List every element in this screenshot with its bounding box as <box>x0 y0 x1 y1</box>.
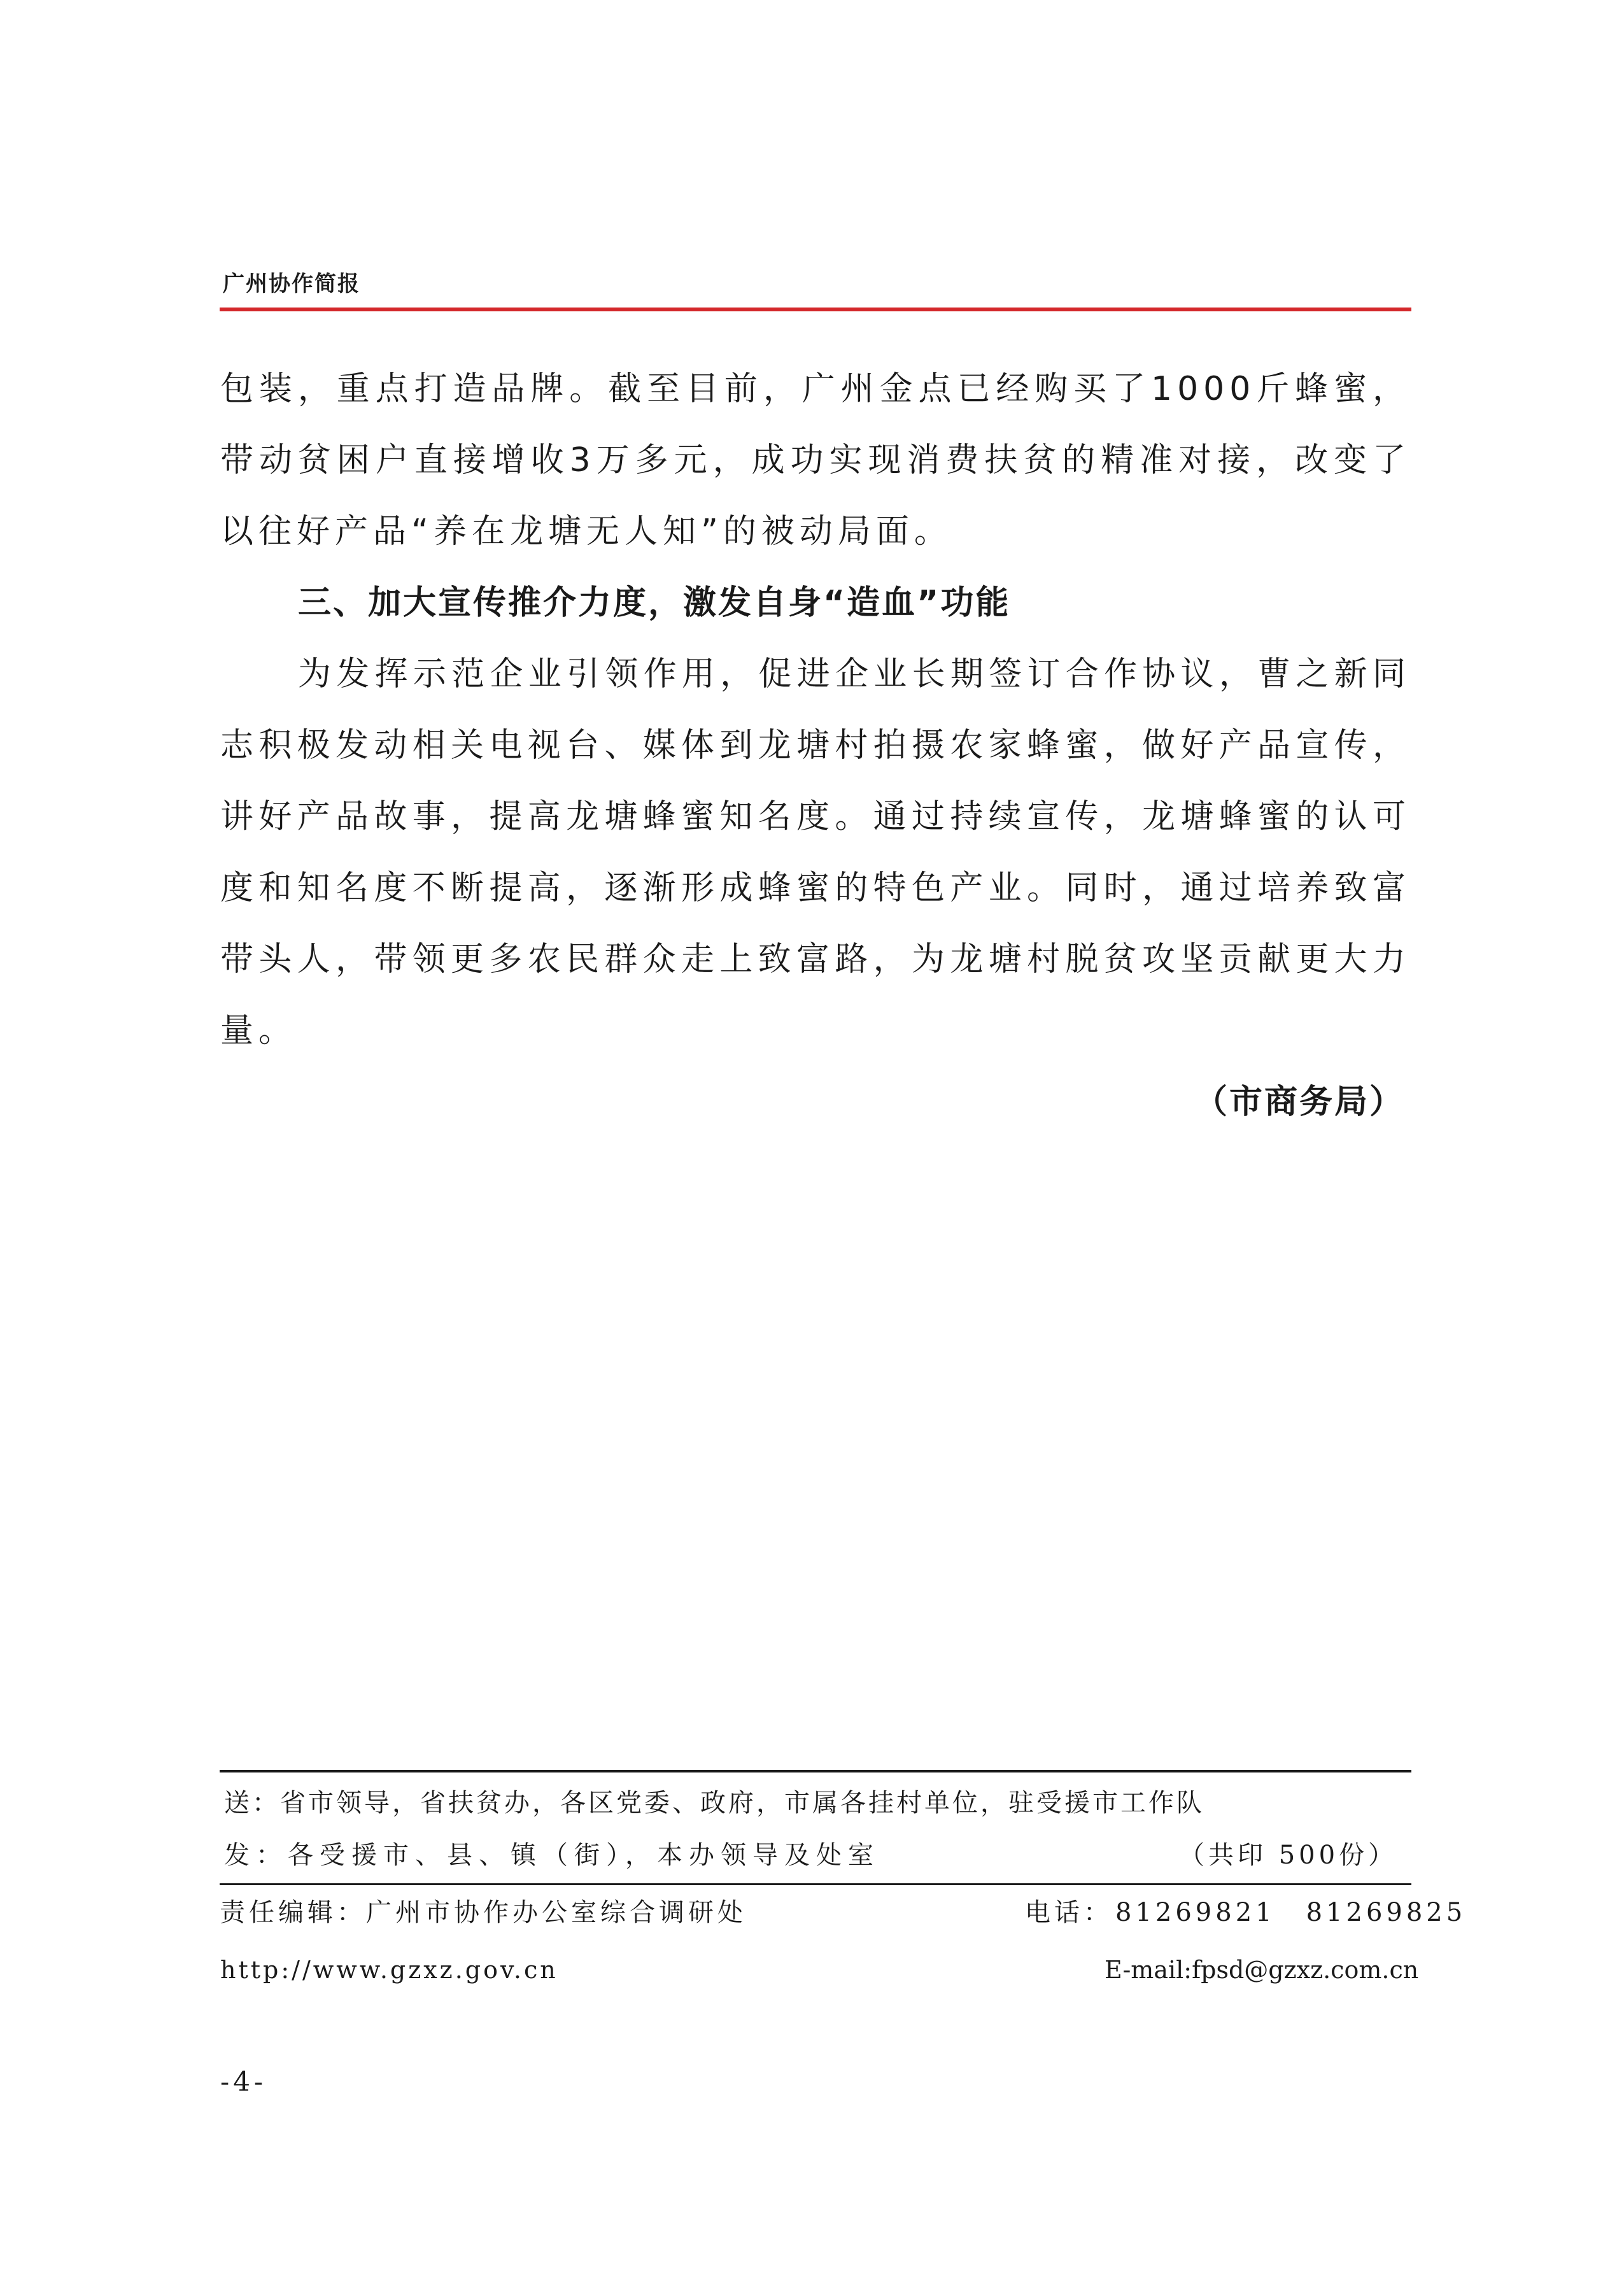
print-copies: （共印 500份） <box>1179 1841 1398 1870</box>
article-body <box>220 353 1411 1138</box>
email-link[interactable]: E-mail:fpsd@gzxz.com.cn <box>1105 1956 1419 1984</box>
phone-label: 电话： <box>1025 1898 1113 1927</box>
page-number: -4- <box>220 2066 267 2097</box>
responsible-editor: 责任编辑：广州市协作办公室综合调研处 <box>220 1898 747 1927</box>
send-to-line: 送：省市领导，省扶贫办，各区党委、政府，市属各挂村单位，驻受援市工作队 <box>224 1788 1204 1818</box>
section-heading: 三、加大宣传推介力度，激发自身“造血”功能 <box>298 584 1011 622</box>
bulletin-title: 广州协作简报 <box>223 271 360 297</box>
website-link[interactable]: http://www.gzxz.gov.cn <box>220 1956 558 1984</box>
phone-info <box>1025 1897 1466 1928</box>
article-source: （市商务局） <box>1194 1083 1404 1121</box>
footer-mid-divider <box>220 1883 1411 1885</box>
distribute-to-line: 发：各受援市、县、镇（街），本办领导及处室 <box>224 1841 880 1870</box>
paragraph-2: 为发挥示范企业引领作用，促进企业长期签订合作协议，曹之新同志积极发动相关电视台、媒体到龙塘村拍摄农家蜂蜜，做好产品宣传，讲好产品故事，提高龙塘蜂蜜知名度。通过持续宣传，龙塘蜂蜜的认可度和知名度不断提高，逐渐形成蜂蜜的特色产业。同时，通过培养致富带头人，带领更多农民群众走上致富路，为龙塘村脱贫攻坚贡献更大力量。 <box>220 655 1411 1050</box>
footer-top-divider <box>220 1770 1411 1772</box>
paragraph-1: 包装，重点打造品牌。截至目前，广州金点已经购买了1000斤蜂蜜，带动贫困户直接增收3万多元，成功实现消费扶贫的精准对接，改变了以往好产品“养在龙塘无人知”的被动局面。 <box>220 370 1411 551</box>
phone-number-2: 81269825 <box>1306 1898 1467 1927</box>
header-divider <box>220 308 1411 311</box>
phone-number-1: 81269821 <box>1115 1898 1276 1927</box>
